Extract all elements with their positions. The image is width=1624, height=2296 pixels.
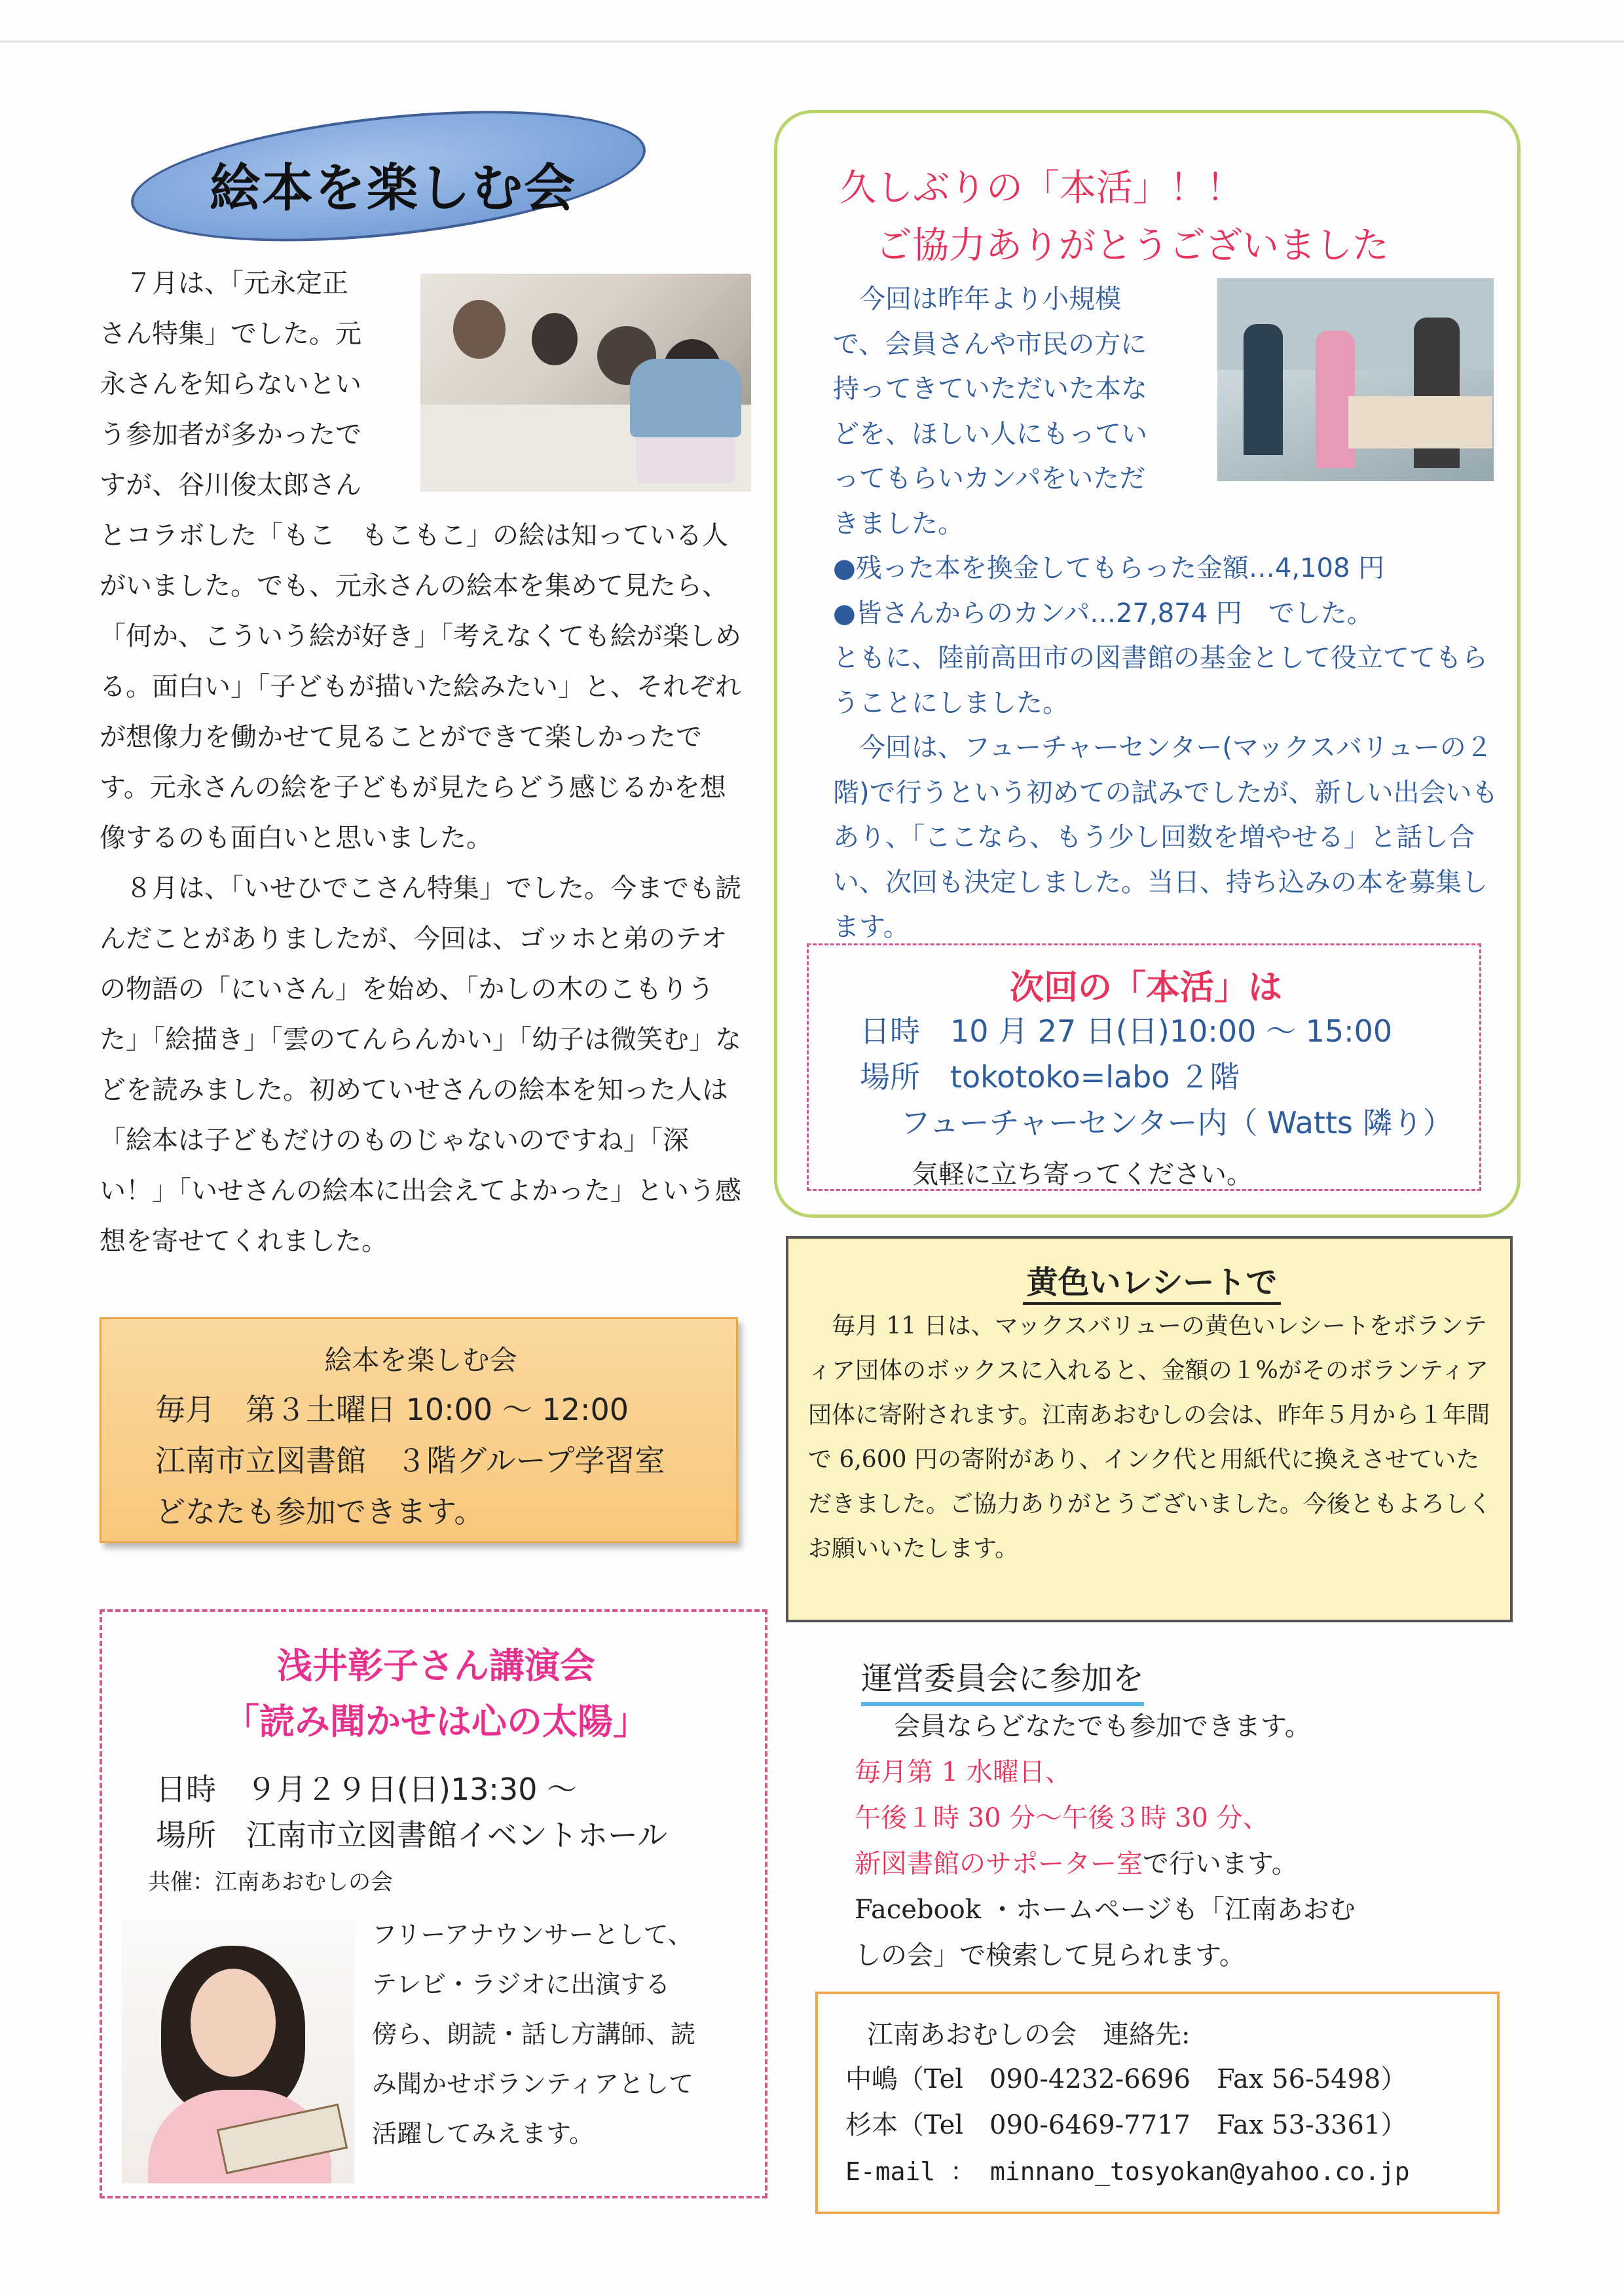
- speaker-portrait: [122, 1920, 354, 2183]
- ehon-para2: ８月は、「いせひでこさん特集」でした。今までも読んだことがありましたが、今回は、ゴッホと弟のテオの物語の「にいさん」を始め、「かしの木のこもりうた」「絵描き」「雲のてんらんかい」「幼子は微笑む」などを読みました。初めていせさんの絵本を知った人は「絵本は子どもだけのものじゃないのですね」「深い！」「いせさんの絵本に出会えてよかった」という感想を寄せてくれました。: [100, 873, 741, 1256]
- contact-title: 江南あおむしの会 連絡先:: [867, 2020, 1190, 2050]
- ehon-info-note: どなたも参加できます。: [155, 1494, 485, 1529]
- committee-title: 運営委員会に参加を: [861, 1653, 1144, 1706]
- contact-nakajima: 中嶋（Tel 090-4232-6696 Fax 56-5498）: [845, 2064, 1407, 2094]
- contact-sugimoto: 杉本（Tel 090-6469-7717 Fax 53-3361）: [845, 2110, 1407, 2140]
- lecture-title: 浅井彰子さん講演会: [277, 1645, 595, 1686]
- ehon-info-schedule: 毎月 第３土曜日 10:00 〜 12:00: [155, 1392, 629, 1427]
- lecture-date: 日時 ９月２９日(日)13:30 〜: [156, 1772, 578, 1807]
- lecture-place: 場所 江南市立図書館イベントホール: [156, 1817, 668, 1853]
- speaker-description: フリーアナウンサーとして、 テレビ・ラジオに出演する 傍ら、朗読・話し方講師、読 み聞かせボランティアとして 活躍してみえます。: [372, 1920, 696, 2148]
- next-event-date: 日時 10 月 27 日(日)10:00 〜 15:00: [860, 1013, 1393, 1049]
- honkatsu-title: 久しぶりの「本活」！！: [840, 167, 1243, 210]
- contact-email: E-mail ： minnano_tosyokan@yahoo.co.jp: [845, 2157, 1410, 2186]
- ehon-info-place: 江南市立図書館 ３階グループ学習室: [155, 1443, 665, 1478]
- contact-box: [815, 1992, 1500, 2214]
- receipt-box: [786, 1236, 1513, 1622]
- committee-body: 会員ならどなたでも参加できます。 毎月第 1 水曜日、 午後１時 30 分〜午後３時 30 分、 新図書館のサポーター室で行います。 Facebook ・ホームページも「江南あおむ しの会」で検索して見られます。: [855, 1711, 1356, 1971]
- next-event-title: 次回の「本活」は: [1009, 968, 1282, 1008]
- next-event-place-detail: フューチャーセンター内（ Watts 隣り）: [900, 1105, 1453, 1140]
- bullet-donation: ●皆さんからのカンパ…27,874 円 でした。: [833, 598, 1373, 629]
- next-event-place: 場所 tokotoko=labo ２階: [860, 1059, 1240, 1095]
- honkatsu-body: 今回は昨年より小規模 で、会員さんや市民の方に 持ってきていただいた本な どを、ほしい人にもってい ってもらいカンパをいただ きました。 ●残った本を換金してもらった金額…4,108 円 ●皆さんからのカンパ…27,874 円 でした。 ともに、陸前高田市の図書館の基金として役立ててもらうことにしました。 今回は、フューチャーセンター(マックスバリューの２階)で行うという初めての試みでしたが、新しい出会いもあり、「ここなら、もう少し回数を増やせる」と話し合い、次回も決定しました。当日、持ち込みの本を募集します。: [833, 277, 1507, 950]
- top-rule: [0, 41, 1624, 43]
- ehon-para1: とコラボした「もこ もこもこ」の絵は知っている人がいました。でも、元永さんの絵本を集めて見たら、「何か、こういう絵が好き」「考えなくても絵が楽しめる。面白い」「子どもが描いた絵みたい」と、それぞれが想像力を働かせて見ることができて楽しかったです。元永さんの絵を子どもが見たらどう感じるかを想像するのも面白いと思いました。: [100, 520, 741, 853]
- next-event-note: 気軽に立ち寄ってください。: [912, 1159, 1253, 1190]
- lecture-cohost: 共催：江南あおむしの会: [148, 1869, 393, 1895]
- ehon-body: ７月は、「元永定正 さん特集」でした。元 永さんを知らないとい う参加者が多かったで すが、谷川俊太郎さん とコラボした「もこ もこもこ」の絵は知っている人がいました。でも、元永さんの絵本を集めて見たら、「何か、こういう絵が好き」「考えなくても絵が楽しめる。面白い」「子どもが描いた絵みたい」と、それぞれが想像力を働かせて見ることができて楽しかったです。元永さんの絵を子どもが見たらどう感じるかを想像するのも面白いと思いました。 ８月は、「いせひでこさん特集」でした。今までも読んだことがありましたが、今回は、ゴッホと弟のテオの物語の「にいさん」を始め、「かしの木のこもりうた」「絵描き」「雲のてんらんかい」「幼子は微笑む」などを読みました。初めていせさんの絵本を知った人は「絵本は子どもだけのものじゃないのですね」「深い！」「いせさんの絵本に出会えてよかった」という感想を寄せてくれました。: [100, 259, 745, 1267]
- ehon-info-box: [100, 1317, 738, 1543]
- ehon-heading: 絵本を楽しむ会: [210, 159, 577, 218]
- honkatsu-box: [774, 110, 1521, 1218]
- lecture-subtitle: 「読み聞かせは心の太陽」: [224, 1701, 648, 1742]
- next-event-box: [807, 943, 1481, 1191]
- honkatsu-thanks: ご協力ありがとうございました: [876, 225, 1389, 267]
- receipt-body: 毎月 11 日は、マックスバリューの黄色いレシートをボランティア団体のボックスに入れると、金額の１%がそのボランティア団体に寄附されます。江南あおむしの会は、昨年５月から１年間で 6,600 円の寄附があり、インク代と用紙代に換えさせていただきました。ご協力ありがとうございました。今後ともよろしくお願いいたします。: [808, 1313, 1492, 1562]
- receipt-title: 黄色いレシートで: [788, 1257, 1515, 1302]
- bullet-exchange: ●残った本を換金してもらった金額…4,108 円: [833, 553, 1385, 583]
- ehon-info-title: 絵本を楽しむ会: [324, 1344, 517, 1376]
- lecture-box: [100, 1609, 767, 2198]
